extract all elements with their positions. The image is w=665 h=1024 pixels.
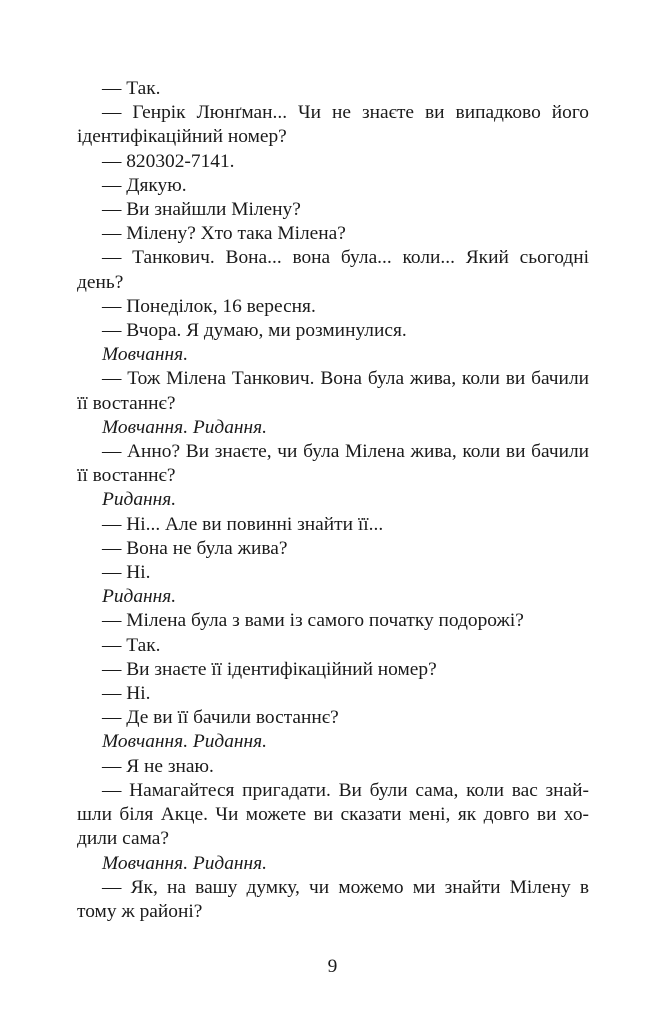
text-line: — Де ви її бачили востаннє? [102, 707, 339, 729]
text-line: — Танкович. Вона... вона була... коли... Який сьогодні [102, 247, 589, 269]
text-line: — Я не знаю. [102, 755, 214, 777]
text-line: — Тож Мілена Танкович. Вона була жива, коли ви бачили [102, 368, 589, 390]
text-line: — Ні... Але ви повинні знайти її... [102, 513, 384, 535]
page-body [77, 77, 589, 924]
stage-direction-line: Мовчання. Ридання. [102, 852, 268, 874]
text-line: її востаннє? [77, 392, 176, 414]
stage-direction-line: Мовчання. Ридання. [102, 416, 268, 438]
text-line: — Так. [102, 78, 161, 99]
text-line: — Ви знаєте її ідентифікаційний номер? [102, 658, 437, 680]
stage-direction-line: Ридання. [102, 489, 177, 511]
text-line: — Понеділок, 16 вересня. [102, 295, 316, 317]
stage-direction-line: Ридання. [102, 586, 177, 608]
text-line: — Мілена була з вами із самого початку подорожі? [102, 610, 524, 632]
stage-direction-line: Мовчання. Ридання. [102, 731, 268, 753]
text-line: — Вона не була жива? [102, 537, 288, 559]
text-line: тому ж районі? [77, 900, 203, 922]
text-line: — Ви знайшли Мілену? [102, 199, 301, 221]
page-number: 9 [327, 956, 338, 977]
text-line: — Вчора. Я думаю, ми розминулися. [102, 320, 407, 342]
text-line: — Генрік Люнґман... Чи не знаєте ви випадково його [102, 102, 589, 124]
text-line: — Мілену? Хто така Мілена? [102, 223, 346, 245]
text-line: — Намагайтеся пригадати. Ви були сама, коли вас знай- [102, 779, 589, 801]
text-line: — Анно? Ви знаєте, чи була Мілена жива, коли ви бачили [102, 441, 589, 463]
text-line: ідентифікаційний номер? [77, 126, 287, 148]
text-line: дили сама? [77, 828, 169, 850]
text-line: — Ні. [102, 562, 151, 584]
text-line: — 820302-7141. [102, 150, 235, 172]
text-line: день? [77, 271, 124, 293]
text-line: — Дякую. [102, 174, 187, 196]
text-line: шли біля Акце. Чи можете ви сказати мені, як довго ви хо- [77, 804, 589, 826]
stage-direction-line: Мовчання. [102, 344, 189, 366]
text-line: — Як, на вашу думку, чи можемо ми знайти Мілену в [102, 876, 589, 898]
text-line: — Так. [102, 634, 161, 656]
text-line: — Ні. [102, 683, 151, 705]
text-line: її востаннє? [77, 465, 176, 487]
